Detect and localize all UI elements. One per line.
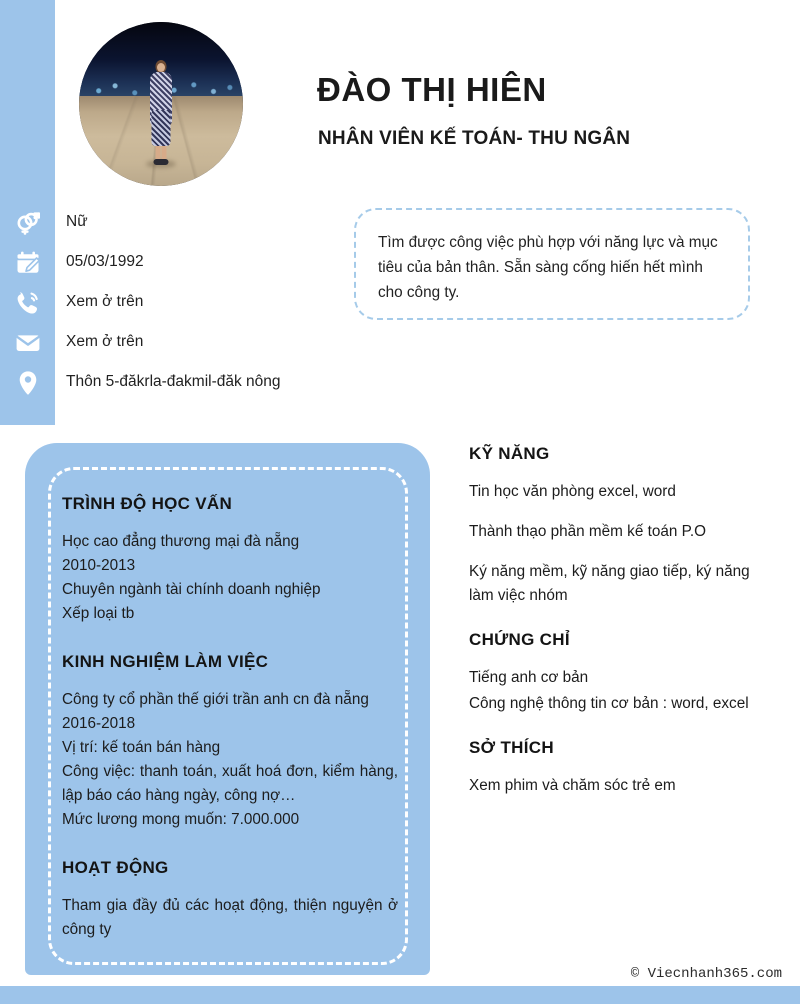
avatar bbox=[79, 22, 243, 186]
career-objective-box bbox=[354, 208, 750, 320]
phone-icon bbox=[0, 288, 55, 316]
skills-section bbox=[469, 444, 774, 608]
hobbies-heading: SỞ THÍCH bbox=[469, 738, 554, 757]
education-line-1: Học cao đẳng thương mại đà nẵng bbox=[62, 533, 300, 550]
skills-item-2: Thành thạo phần mềm kế toán P.O bbox=[469, 523, 706, 540]
location-pin-icon bbox=[0, 368, 55, 396]
skills-item-1: Tin học văn phòng excel, word bbox=[469, 483, 676, 500]
hobbies-section bbox=[469, 738, 774, 798]
skills-heading: KỸ NĂNG bbox=[469, 444, 550, 463]
job-title: NHÂN VIÊN KẾ TOÁN- THU NGÂN bbox=[318, 128, 631, 149]
contact-value-gender: Nữ bbox=[66, 213, 88, 230]
photo-person-figure bbox=[146, 60, 176, 165]
contact-row-phone bbox=[0, 288, 330, 328]
certificates-section bbox=[469, 630, 774, 716]
education-line-4: Xếp loại tb bbox=[62, 605, 135, 622]
certificates-item-1: Tiếng anh cơ bản bbox=[469, 669, 589, 686]
career-objective-text: Tìm được công việc phù hợp với năng lực và mục tiêu của bản thân. Sẵn sàng cống hiến hết mình cho công ty. bbox=[378, 234, 718, 301]
contact-row-address bbox=[0, 368, 330, 408]
contact-value-phone: Xem ở trên bbox=[66, 293, 144, 310]
right-content-column bbox=[469, 444, 774, 814]
education-section bbox=[62, 494, 398, 626]
contact-list bbox=[0, 208, 330, 408]
education-heading: TRÌNH ĐỘ HỌC VẤN bbox=[62, 494, 233, 513]
activities-section bbox=[62, 858, 398, 942]
education-line-3: Chuyên ngành tài chính doanh nghiệp bbox=[62, 581, 321, 598]
experience-salary: Mức lương mong muốn: 7.000.000 bbox=[62, 811, 300, 828]
email-icon bbox=[0, 328, 55, 356]
contact-value-email: Xem ở trên bbox=[66, 333, 144, 350]
contact-value-birthdate: 05/03/1992 bbox=[66, 253, 144, 270]
certificates-heading: CHỨNG CHỈ bbox=[469, 630, 570, 649]
education-line-2: 2010-2013 bbox=[62, 557, 136, 574]
calendar-edit-icon bbox=[0, 248, 55, 276]
experience-heading: KINH NGHIỆM LÀM VIỆC bbox=[62, 652, 269, 671]
footer-credit: © Viecnhanh365.com bbox=[630, 966, 782, 982]
contact-value-address: Thôn 5-đăkrla-đakmil-đăk nông bbox=[66, 373, 281, 390]
hobbies-item-1: Xem phim và chăm sóc trẻ em bbox=[469, 777, 676, 794]
page-title: ĐÀO THỊ HIÊN bbox=[317, 71, 547, 108]
experience-section bbox=[62, 652, 398, 832]
certificates-item-2: Công nghệ thông tin cơ bản : word, excel bbox=[469, 695, 749, 712]
experience-company: Công ty cổ phần thế giới trần anh cn đà nẵng bbox=[62, 691, 369, 708]
gender-icon bbox=[0, 208, 55, 236]
bottom-accent-band bbox=[0, 986, 800, 1004]
left-panel-content bbox=[62, 494, 398, 942]
skills-item-3: Ký năng mềm, kỹ năng giao tiếp, ký năng làm việc nhóm bbox=[469, 563, 750, 604]
experience-period: 2016-2018 bbox=[62, 715, 136, 732]
contact-row-gender bbox=[0, 208, 330, 248]
experience-position: Vị trí: kế toán bán hàng bbox=[62, 739, 221, 756]
contact-row-email bbox=[0, 328, 330, 368]
activities-text: Tham gia đầy đủ các hoạt động, thiện nguyện ở công ty bbox=[62, 897, 398, 938]
experience-duties: Công việc: thanh toán, xuất hoá đơn, kiểm hàng, lập báo cáo hàng ngày, công nợ… bbox=[62, 763, 398, 804]
activities-heading: HOẠT ĐỘNG bbox=[62, 858, 169, 877]
contact-row-birthdate bbox=[0, 248, 330, 288]
